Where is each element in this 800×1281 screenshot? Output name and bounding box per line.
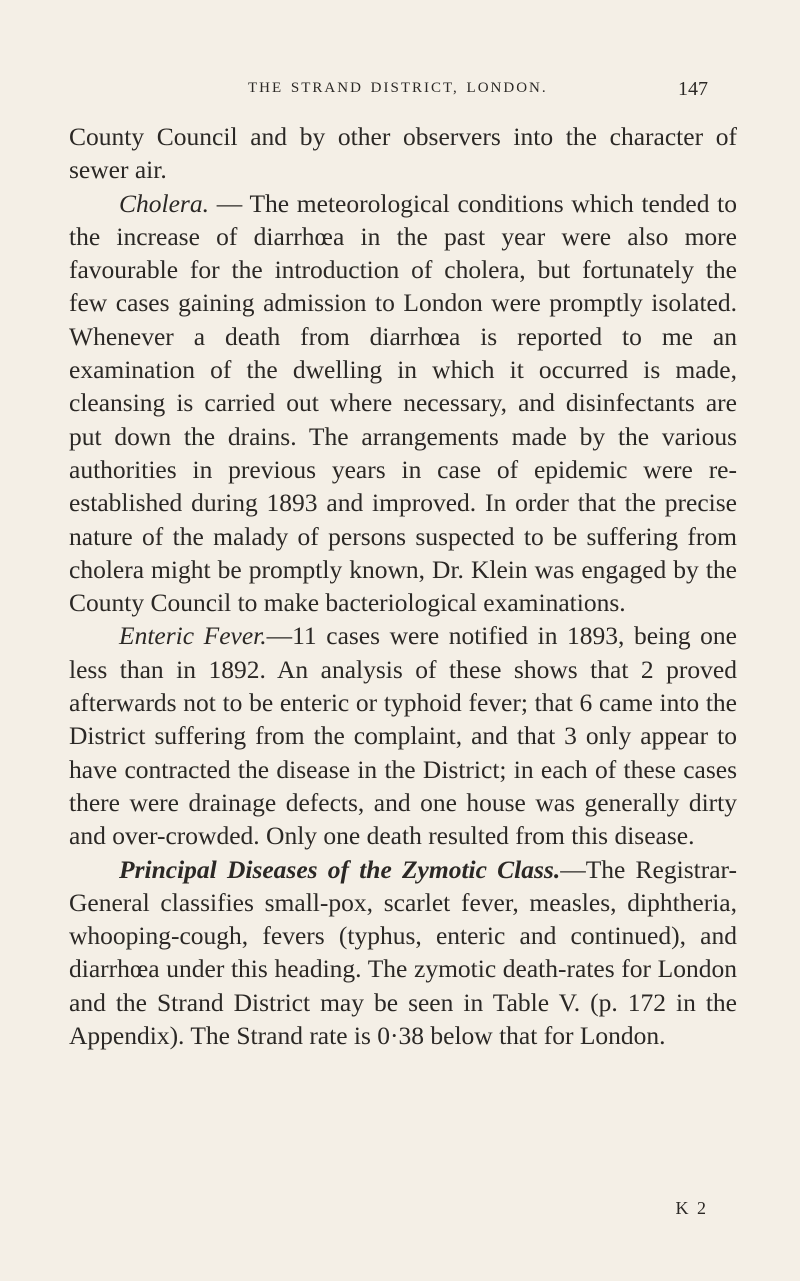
paragraph-continuation	[69, 120, 737, 187]
paragraph-enteric-fever	[69, 619, 737, 852]
section-heading-zymotic-diseases: Principal Diseases of the Zymotic Class.	[119, 854, 561, 884]
paragraph-text: —11 cases were notified in 1893, being one less than in 1892. An analysis of these shows that 2 proved afterwards not to be enteric or typhoid fever; that 6 came into the District suffering from the complaint, and that 3 only appear to have contracted the disease in the District; in each of these cases there were drainage defects, and one house was generally dirty and over-crowded. Only one death resulted from this disease.	[69, 621, 737, 851]
section-heading-enteric-fever: Enteric Fever.	[119, 621, 267, 651]
section-heading-cholera: Cholera.	[119, 188, 209, 218]
paragraph-cholera	[69, 187, 737, 620]
page-number: 147	[678, 78, 708, 100]
running-title: THE STRAND DISTRICT, LONDON.	[248, 80, 548, 96]
signature-mark: K 2	[675, 1198, 708, 1218]
paragraph-text: — The meteorological conditions which tended to the increase of diarrhœa in the past year were also more favourable for the introduction of cholera, but fortunately the few cases gaining admission to London were promptly isolated. Whenever a death from diarrhœa is reported to me an examination of the dwelling in which it occurred is made, cleansing is carried out where necessary, and disinfectants are put down the drains. The arrangements made by the various authorities in previous years in case of epidemic were re-established during 1893 and improved. In order that the precise nature of the malady of persons suspected to be suffering from cholera might be promptly known, Dr. Klein was engaged by the County Council to make bacteriological examinations.	[69, 188, 737, 618]
running-head	[0, 78, 800, 102]
paragraph-text: County Council and by other observers into the character of sewer air.	[69, 122, 737, 185]
paragraph-zymotic-diseases	[69, 853, 737, 1053]
paragraph-text: —The Registrar-General classifies small-pox, scarlet fever, measles, diphtheria, whooping-cough, fevers (typhus, enteric and continued), and diarrhœa under this heading. The zymotic death-rates for London and the Strand District may be seen in Table V. (p. 172 in the Appendix). The Strand rate is 0·38 below that for London.	[69, 854, 737, 1051]
body-text	[69, 120, 737, 1052]
